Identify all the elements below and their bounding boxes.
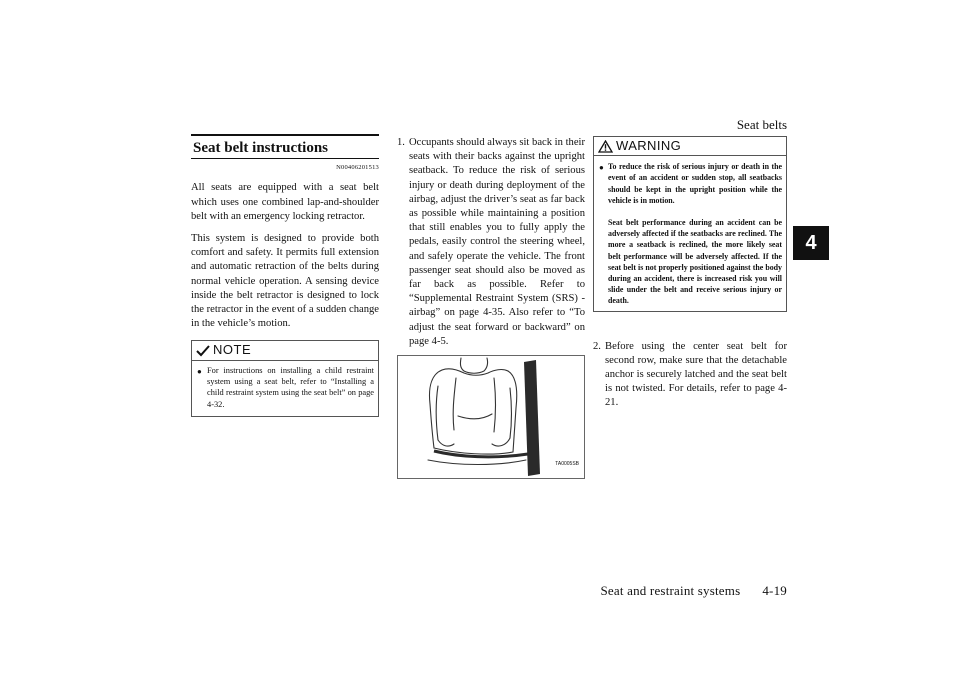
chapter-tab [793, 226, 829, 260]
note-header [192, 341, 378, 360]
warning-text-1: To reduce the risk of serious injury or death in the event of an accident or sudden stop, all seatbacks should be kept in the upright position while the vehicle is in motion. [608, 162, 782, 205]
step-item-2 [593, 340, 787, 411]
step-item-1 [397, 136, 585, 349]
note-box [191, 340, 379, 417]
warning-body [594, 156, 786, 310]
intro-paragraph: All seats are equipped with a seat belt which uses one combined lap-and-shoulder belt with an emergency locking retractor. [191, 182, 379, 222]
page-header-title: Seat belts [736, 117, 787, 132]
warning-header [594, 137, 786, 156]
step-text: Before using the center seat belt for second row, make sure that the detachable anchor is securely latched and the seat belt is not twisted. For details, refer to page 4-21. [605, 340, 787, 409]
warning-text-2: Seat belt performance during an accident can be adversely affected if the seatbacks are reclined. The more a seatback is reclined, the more likely seat belt performance will be adversely affected. If the seat belt is not properly positioned against the body during an accident, there is increased risk you will slide under the belt and receive serious injury or death. [608, 218, 782, 306]
bullet-icon: ● [197, 366, 202, 376]
step-number: 2. [593, 340, 601, 352]
step-list [397, 136, 585, 349]
column-middle [397, 136, 585, 479]
note-label: NOTE [213, 342, 252, 358]
bullet-icon: ● [599, 163, 604, 173]
warning-triangle-icon [598, 140, 613, 153]
section-title: Seat belt instructions [191, 134, 379, 159]
note-text: For instructions on installing a child restraint system using a seat belt, refer to “Installing a child restraint system using the seat belt” on page 4-32. [207, 365, 374, 409]
warning-label: WARNING [616, 138, 682, 153]
page-number: 4-19 [762, 583, 787, 598]
footer-section: Seat and restraint systems [600, 583, 741, 598]
system-paragraph: This system is designed to provide both comfort and safety. It permits full extension and automatic retraction of the belts during normal vehicle operation. A sensing device inside the belt retractor is designed to lock the retractor in the event of a sudden change in the vehicle’s motion. [191, 233, 379, 330]
step-number: 1. [397, 137, 405, 148]
seat-belt-illustration [397, 355, 585, 479]
step-text: Occupants should always sit back in their seats with their backs against the upright seatback. To reduce the risk of serious injury or death during deployment of the airbag, adjust the driver’s seat as far back as possible while maintaining a position that still enables you to fully apply the pedals, easily control the steering wheel, and safely operate the vehicle. The front passenger seat should also be moved as far back as possible. Refer to “Supplemental Restraint System (SRS) - airbag” on page 4-35. Also refer to “To adjust the seat forward or backward” on page 4-5. [409, 137, 585, 347]
pencil-check-icon [196, 345, 210, 357]
chapter-number: 4 [805, 231, 817, 254]
page-footer [600, 583, 787, 599]
column-left [191, 134, 379, 417]
column-right [593, 136, 787, 411]
note-body [192, 361, 378, 417]
section-id: N00406201513 [336, 164, 379, 172]
warning-box [593, 136, 787, 312]
figure-code: TA0005SB [555, 460, 579, 467]
